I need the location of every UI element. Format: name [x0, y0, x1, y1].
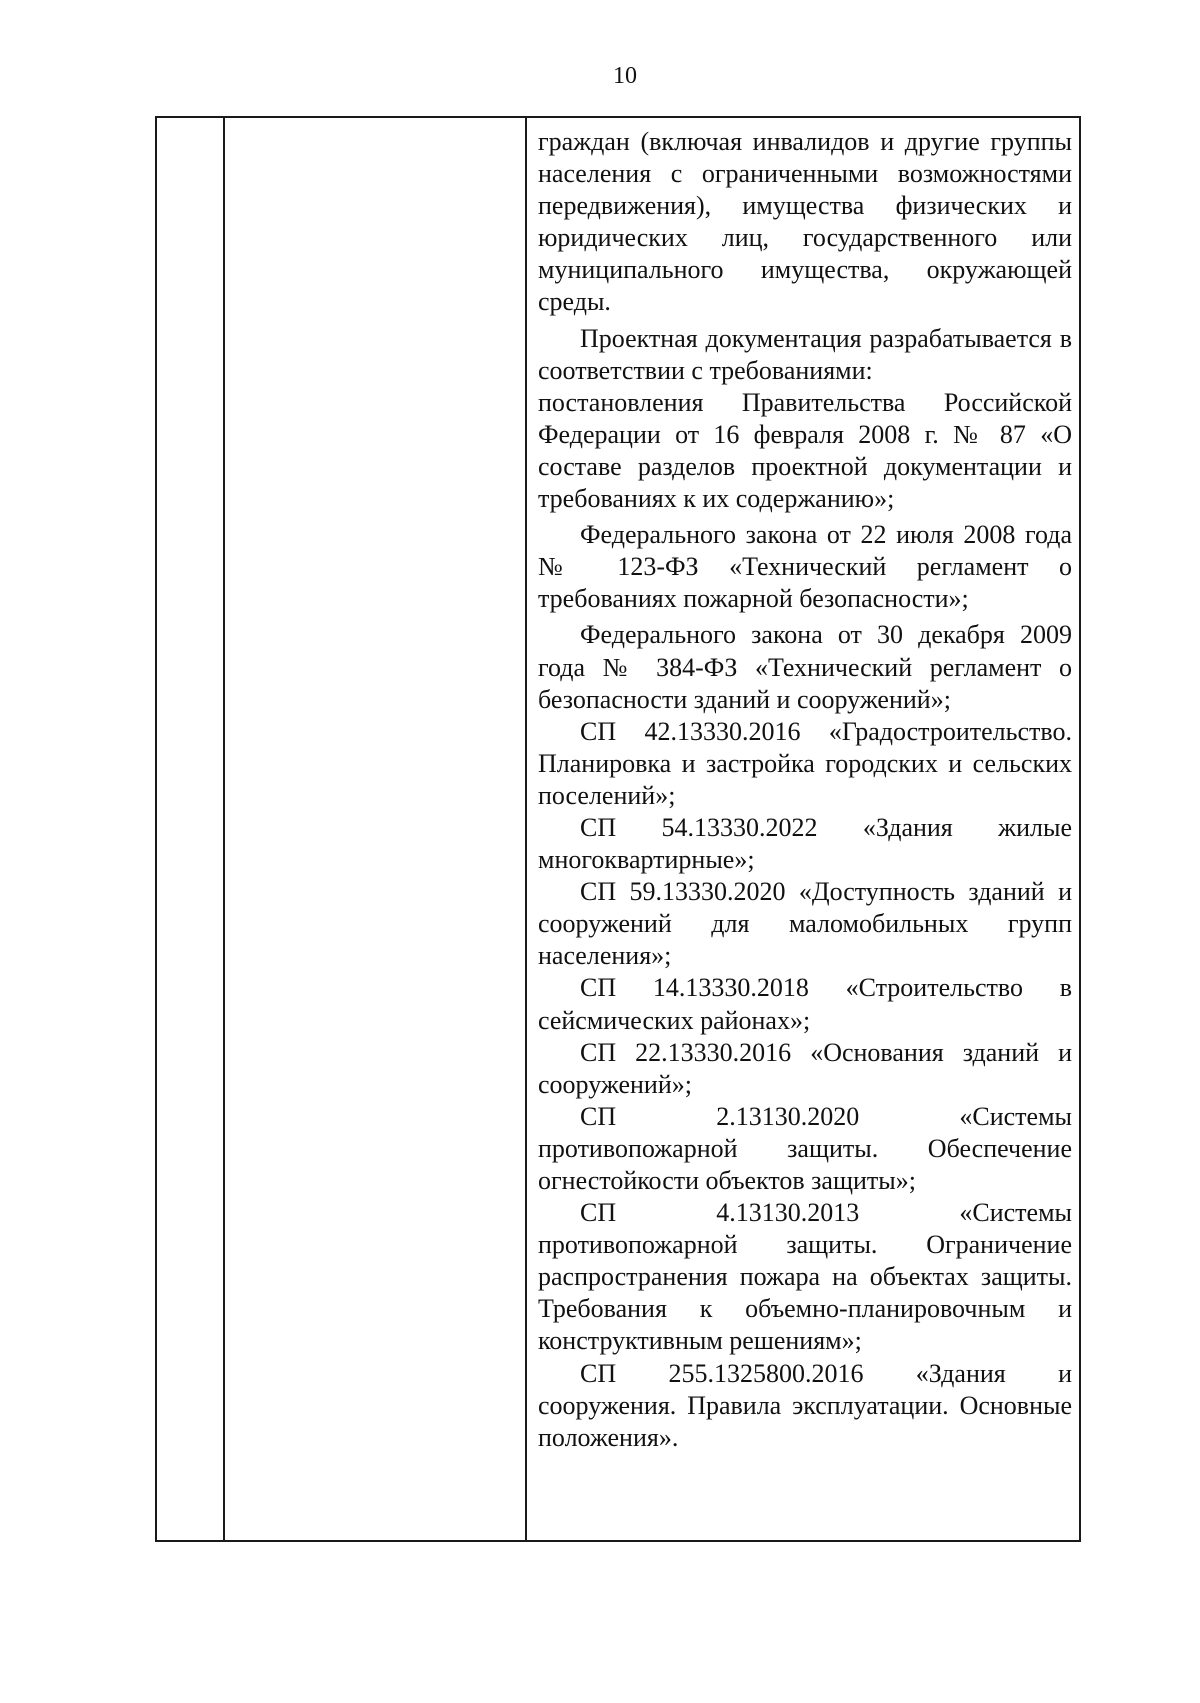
paragraph: СП 59.13330.2020 «Доступность зданий и сооружений для маломобильных групп населения»; — [538, 877, 1072, 971]
paragraph: Проектная документация разрабатывается в соответствии с требованиями: — [538, 323, 1072, 385]
paragraph: СП 4.13130.2013 «Системы противопожарной защиты. Ограничение распространения пожара на объектах защиты. Требования к объемно-планировочным и конструктивным решениям»; — [538, 1198, 1072, 1356]
column-divider-1 — [223, 118, 225, 1540]
paragraph: СП 42.13330.2016 «Градостроительство. Планировка и застройка городских и сельских поселений»; — [538, 716, 1072, 810]
requirements-table — [155, 116, 1081, 1542]
column-divider-2 — [525, 118, 527, 1540]
paragraph: Федерального закона от 22 июля 2008 года № 123-ФЗ «Технический регламент о требованиях пожарной безопасности»; — [538, 520, 1072, 614]
page-number: 10 — [613, 63, 637, 89]
paragraph: СП 255.1325800.2016 «Здания и сооружения. Правила эксплуатации. Основные положения». — [538, 1358, 1072, 1452]
requirements-cell — [538, 126, 1072, 1454]
paragraph: СП 22.13330.2016 «Основания зданий и сооружений»; — [538, 1037, 1072, 1099]
paragraph: граждан (включая инвалидов и другие группы населения с ограниченными возможностями передвижения), имущества физических и юридических лиц, государственного или муниципального имущества, окружающей среды. — [538, 127, 1072, 317]
paragraph: СП 54.13330.2022 «Здания жилые многоквартирные»; — [538, 812, 1072, 875]
paragraph: СП 2.13130.2020 «Системы противопожарной защиты. Обеспечение огнестойкости объектов защиты»; — [538, 1101, 1072, 1195]
paragraph: постановления Правительства Российской Федерации от 16 февраля 2008 г. № 87 «О составе разделов проектной документации и требованиях к их содержанию»; — [538, 387, 1072, 514]
paragraph: СП 14.13330.2018 «Строительство в сейсмических районах»; — [538, 973, 1072, 1035]
paragraph: Федерального закона от 30 декабря 2009 года № 384-ФЗ «Технический регламент о безопасности зданий и сооружений»; — [538, 620, 1072, 714]
